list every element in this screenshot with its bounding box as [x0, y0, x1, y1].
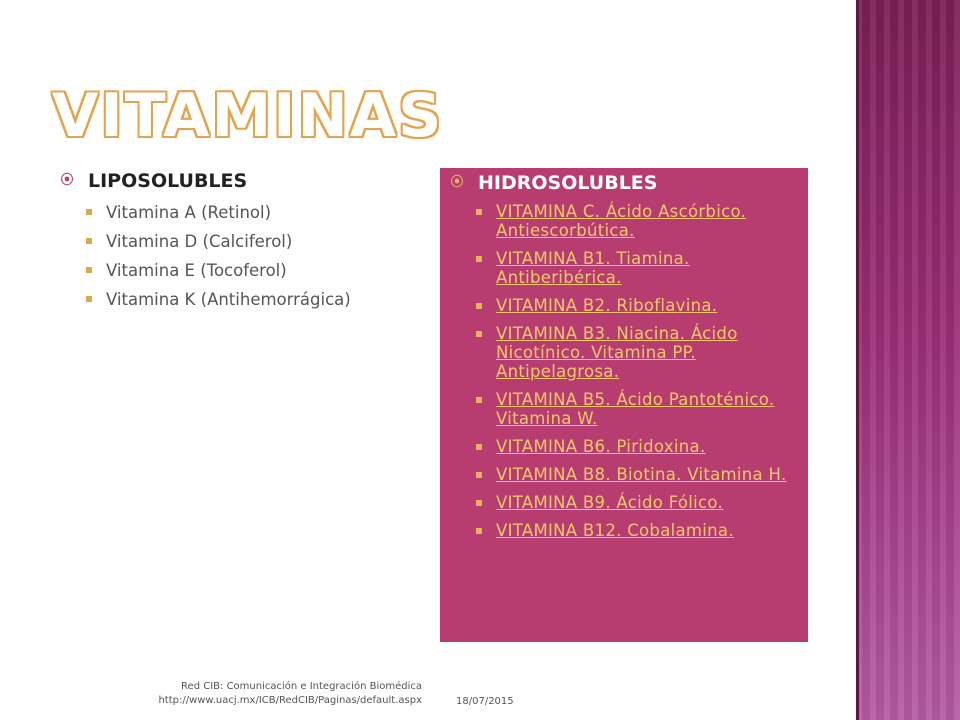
- square-bullet-icon: [476, 528, 482, 534]
- slide-title: VITAMINAS: [52, 81, 444, 151]
- list-item: [476, 465, 808, 484]
- list-item: [476, 437, 808, 456]
- footer-date: 18/07/2015: [456, 696, 514, 707]
- list-item: [476, 390, 808, 428]
- vitamin-b1-link[interactable]: VITAMINA B1. Tiamina. Antiberibérica.: [496, 249, 690, 287]
- square-bullet-icon: [476, 472, 482, 478]
- hidrosolubles-list: [440, 202, 808, 540]
- square-bullet-icon: [86, 267, 92, 273]
- square-bullet-icon: [476, 500, 482, 506]
- liposolubles-heading-row: [58, 168, 418, 194]
- square-bullet-icon: [86, 238, 92, 244]
- list-item: [86, 289, 418, 310]
- list-item: [476, 249, 808, 287]
- vitamin-b2-link[interactable]: VITAMINA B2. Riboflavina.: [496, 296, 718, 315]
- footer-source: [60, 680, 422, 708]
- list-item-text: Vitamina D (Calciferol): [106, 232, 293, 251]
- list-item: [86, 260, 418, 281]
- square-bullet-icon: [86, 296, 92, 302]
- footer-line-1: Red CIB: Comunicación e Integración Biomédica: [181, 681, 422, 692]
- square-bullet-icon: [476, 303, 482, 309]
- square-bullet-icon: [476, 256, 482, 262]
- hidrosolubles-heading-row: [440, 168, 808, 196]
- list-item: [86, 202, 418, 223]
- list-item-text: Vitamina K (Antihemorrágica): [106, 290, 351, 309]
- vitamin-b5-link[interactable]: VITAMINA B5. Ácido Pantoténico. Vitamina W.: [496, 390, 775, 428]
- decorative-side-panel: [856, 0, 960, 720]
- list-item-text: Vitamina E (Tocoferol): [106, 261, 287, 280]
- vitamin-b6-link[interactable]: VITAMINA B6. Piridoxina.: [496, 437, 706, 456]
- circle-dot-icon: ⦿: [60, 173, 74, 188]
- footer-line-2: http://www.uacj.mx/ICB/RedCIB/Paginas/default.aspx: [158, 695, 422, 706]
- vitamin-b3-link[interactable]: VITAMINA B3. Niacina. Ácido Nicotínico. Vitamina PP. Antipelagrosa.: [496, 324, 738, 381]
- list-item-text: Vitamina A (Retinol): [106, 203, 272, 222]
- list-item: [476, 296, 808, 315]
- list-item: [476, 202, 808, 240]
- square-bullet-icon: [476, 444, 482, 450]
- square-bullet-icon: [86, 209, 92, 215]
- vitamin-c-link[interactable]: VITAMINA C. Ácido Ascórbico. Antiescorbútica.: [496, 202, 747, 240]
- list-item: [476, 521, 808, 540]
- vitamin-b8-link[interactable]: VITAMINA B8. Biotina. Vitamina H.: [496, 465, 787, 484]
- list-item: [86, 231, 418, 252]
- liposolubles-column: [58, 168, 418, 318]
- list-item: [476, 493, 808, 512]
- hidrosolubles-panel: [440, 168, 808, 642]
- liposolubles-list: [58, 202, 418, 310]
- list-item: [476, 324, 808, 381]
- hidrosolubles-heading: HIDROSOLUBLES: [478, 172, 658, 194]
- liposolubles-heading: LIPOSOLUBLES: [88, 170, 248, 192]
- vitamin-b9-link[interactable]: VITAMINA B9. Ácido Fólico.: [496, 493, 724, 512]
- side-panel-edge: [856, 0, 859, 720]
- circle-dot-icon: ⦿: [450, 175, 464, 190]
- vitamin-b12-link[interactable]: VITAMINA B12. Cobalamina.: [496, 521, 734, 540]
- square-bullet-icon: [476, 331, 482, 337]
- square-bullet-icon: [476, 209, 482, 215]
- square-bullet-icon: [476, 397, 482, 403]
